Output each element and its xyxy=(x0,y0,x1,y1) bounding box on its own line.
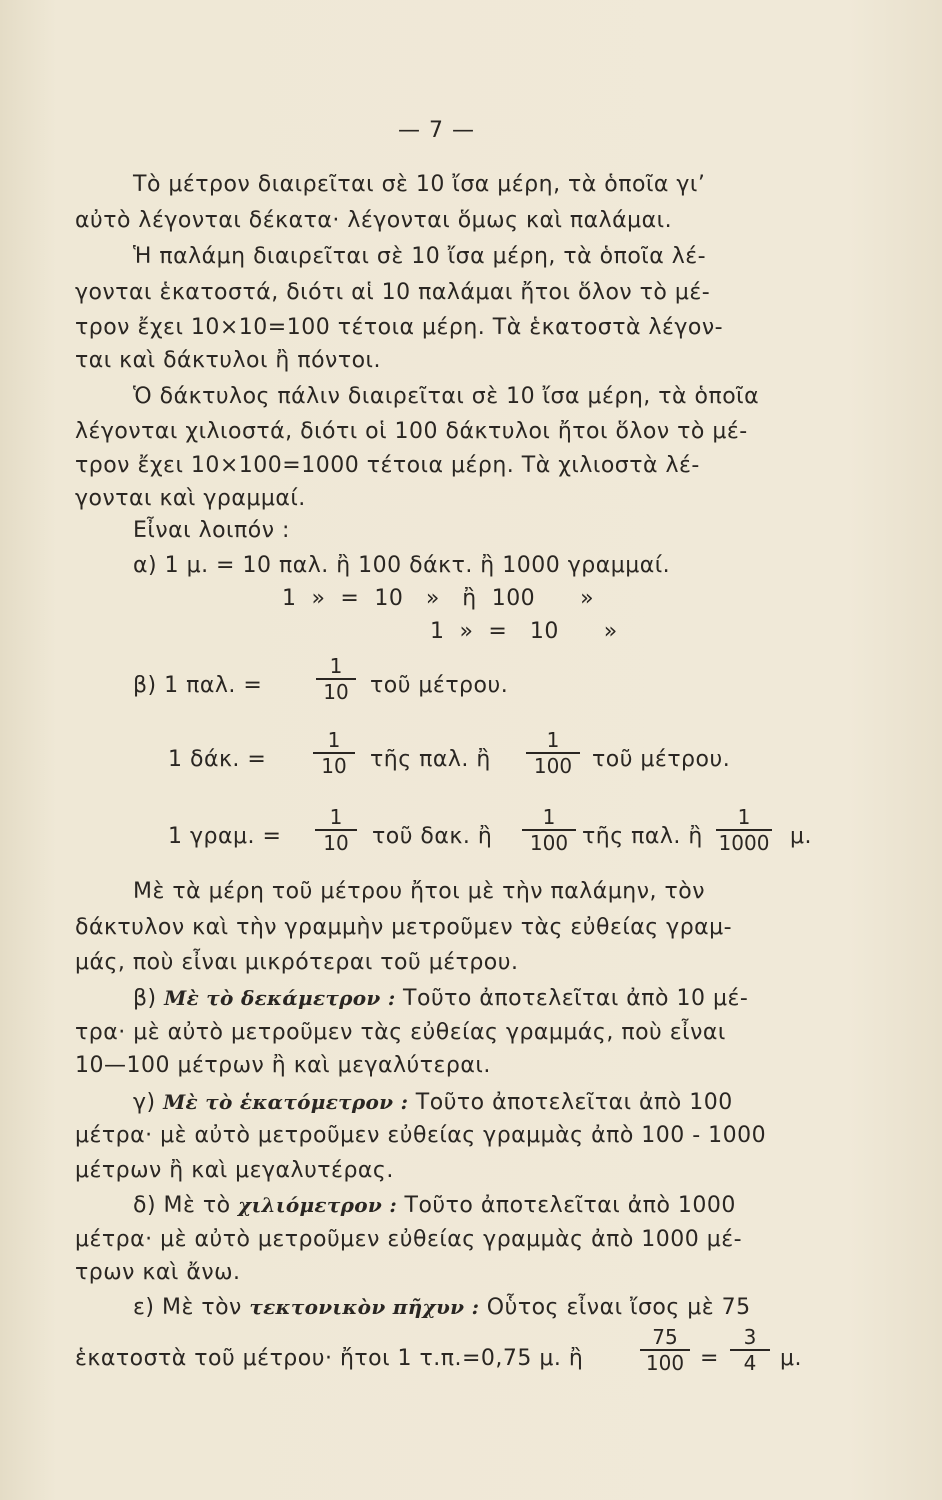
beta1-label: β) 1 παλ. = xyxy=(133,673,263,698)
beta3-after: μ. xyxy=(790,824,812,849)
fraction-denominator: 1000 xyxy=(718,831,770,855)
beta3-fraction-1 xyxy=(315,806,357,854)
item-prefix: β) xyxy=(133,986,157,1011)
chiliometron-line3: τρων καὶ ἄνω. xyxy=(75,1260,241,1285)
beta3-fraction-3 xyxy=(716,806,772,854)
fraction-numerator: 1 xyxy=(329,805,343,829)
ekatometron-line3: μέτρων ἢ καὶ μεγαλυτέρας. xyxy=(75,1158,394,1183)
beta2-after: τοῦ μέτρου. xyxy=(592,747,731,772)
para4-line3: μάς, ποὺ εἶναι μικρότεραι τοῦ μέτρου. xyxy=(75,950,519,975)
intro-line: Εἶναι λοιπόν : xyxy=(133,518,290,543)
fraction-numerator: 1 xyxy=(542,805,556,829)
fraction-denominator: 100 xyxy=(533,754,573,778)
fraction-denominator: 100 xyxy=(529,831,569,855)
fraction-numerator: 3 xyxy=(743,1325,757,1349)
beta1-fraction xyxy=(316,655,356,703)
para3-line1: Ὁ δάκτυλος πάλιν διαιρεῖται σὲ 10 ἴσα μέρη, τὰ ὁποῖα xyxy=(133,384,760,409)
chiliometron-line2: μέτρα· μὲ αὐτὸ μετροῦμεν εὐθείας γραμμὰς ἀπὸ 1000 μέ- xyxy=(75,1227,743,1252)
beta1-after: τοῦ μέτρου. xyxy=(370,673,509,698)
fraction-numerator: 75 xyxy=(652,1325,678,1349)
para1-line1: Τὸ μέτρον διαιρεῖται σὲ 10 ἴσα μέρη, τὰ ὁποῖα γι’ xyxy=(133,172,706,197)
item-text: Τοῦτο ἀποτελεῖται ἀπὸ 100 xyxy=(415,1090,733,1115)
beta3-label: 1 γραμ. = xyxy=(168,824,282,849)
pechys-fraction-1 xyxy=(640,1326,690,1374)
para3-line4: γονται καὶ γραμμαί. xyxy=(75,486,306,511)
beta2-fraction-2 xyxy=(526,729,580,777)
item-prefix: ε) Μὲ τὸν xyxy=(133,1295,242,1320)
dekametron-line3: 10—100 μέτρων ἢ καὶ μεγαλύτεραι. xyxy=(75,1053,491,1078)
fraction-numerator: 1 xyxy=(327,728,341,752)
beta2-fraction-1 xyxy=(313,729,355,777)
fraction-denominator: 10 xyxy=(323,831,349,855)
fraction-denominator: 4 xyxy=(743,1351,757,1375)
ekatometron-line1 xyxy=(133,1087,733,1118)
fraction-numerator: 1 xyxy=(329,654,343,678)
item-term: Μὲ τὸ ἑκατόμετρον : xyxy=(163,1090,409,1114)
fraction-denominator: 10 xyxy=(323,680,349,704)
dekametron-line2: τρα· μὲ αὐτὸ μετροῦμεν τὰς εὐθείας γραμμάς, ποὺ εἶναι xyxy=(75,1020,726,1045)
fraction-denominator: 100 xyxy=(645,1351,685,1375)
para2-line4: ται καὶ δάκτυλοι ἢ πόντοι. xyxy=(75,348,381,373)
page-number: — 7 — xyxy=(398,118,475,143)
item-text: Οὗτος εἶναι ἴσος μὲ 75 xyxy=(486,1295,751,1320)
alpha-line2: 1 » = 10 » ἢ 100 » xyxy=(282,586,595,611)
alpha-line1: α) 1 μ. = 10 παλ. ἢ 100 δάκτ. ἢ 1000 γραμμαί. xyxy=(133,553,671,578)
item-prefix: γ) xyxy=(133,1090,156,1115)
fraction-numerator: 1 xyxy=(737,805,751,829)
para1-line2: αὐτὸ λέγονται δέκατα· λέγονται ὅμως καὶ παλάμαι. xyxy=(75,208,673,233)
beta2-mid: τῆς παλ. ἢ xyxy=(370,747,491,772)
para3-line2: λέγονται χιλιοστά, διότι οἱ 100 δάκτυλοι ἤτοι ὅλον τὸ μέ- xyxy=(75,419,748,444)
para3-line3: τρον ἔχει 10×100=1000 τέτοια μέρη. Τὰ χιλιοστὰ λέ- xyxy=(75,453,700,478)
chiliometron-line1 xyxy=(133,1190,736,1221)
item-term: Μὲ τὸ δεκάμετρον : xyxy=(164,986,396,1010)
alpha-line3: 1 » = 10 » xyxy=(430,619,618,644)
dekametron-line1 xyxy=(133,983,748,1014)
para4-line1: Μὲ τὰ μέρη τοῦ μέτρου ἤτοι μὲ τὴν παλάμην, τὸν xyxy=(133,879,706,904)
para2-line3: τρον ἔχει 10×10=100 τέτοια μέρη. Τὰ ἑκατοστὰ λέγον- xyxy=(75,315,724,340)
fraction-numerator: 1 xyxy=(546,728,560,752)
para2-line1: Ἡ παλάμη διαιρεῖται σὲ 10 ἴσα μέρη, τὰ ὁποῖα λέ- xyxy=(133,244,707,269)
fraction-denominator: 10 xyxy=(321,754,347,778)
para4-line2: δάκτυλον καὶ τὴν γραμμὴν μετροῦμεν τὰς εὐθείας γραμ- xyxy=(75,915,733,940)
item-term: τεκτονικὸν πῆχυν : xyxy=(249,1295,480,1319)
pechys-fraction-2 xyxy=(730,1326,770,1374)
item-term: χιλιόμετρον : xyxy=(238,1193,397,1217)
item-prefix: δ) Μὲ τὸ xyxy=(133,1193,231,1218)
beta2-label: 1 δάκ. = xyxy=(168,747,267,772)
pechys-equals: = xyxy=(700,1346,719,1371)
pechys-line1 xyxy=(133,1292,751,1323)
item-text: Τοῦτο ἀποτελεῖται ἀπὸ 10 μέ- xyxy=(403,986,749,1011)
pechys-after: μ. xyxy=(780,1346,802,1371)
beta3-mid1: τοῦ δακ. ἢ xyxy=(372,824,493,849)
ekatometron-line2: μέτρα· μὲ αὐτὸ μετροῦμεν εὐθείας γραμμὰς ἀπὸ 100 - 1000 xyxy=(75,1123,767,1148)
para2-line2: γονται ἑκατοστά, διότι αἱ 10 παλάμαι ἤτοι ὅλον τὸ μέ- xyxy=(75,280,711,305)
beta3-fraction-2 xyxy=(522,806,576,854)
pechys-line2: ἑκατοστὰ τοῦ μέτρου· ἤτοι 1 τ.π.=0,75 μ. ἢ xyxy=(75,1346,584,1371)
item-text: Τοῦτο ἀποτελεῖται ἀπὸ 1000 xyxy=(404,1193,736,1218)
beta3-mid2: τῆς παλ. ἢ xyxy=(582,824,703,849)
